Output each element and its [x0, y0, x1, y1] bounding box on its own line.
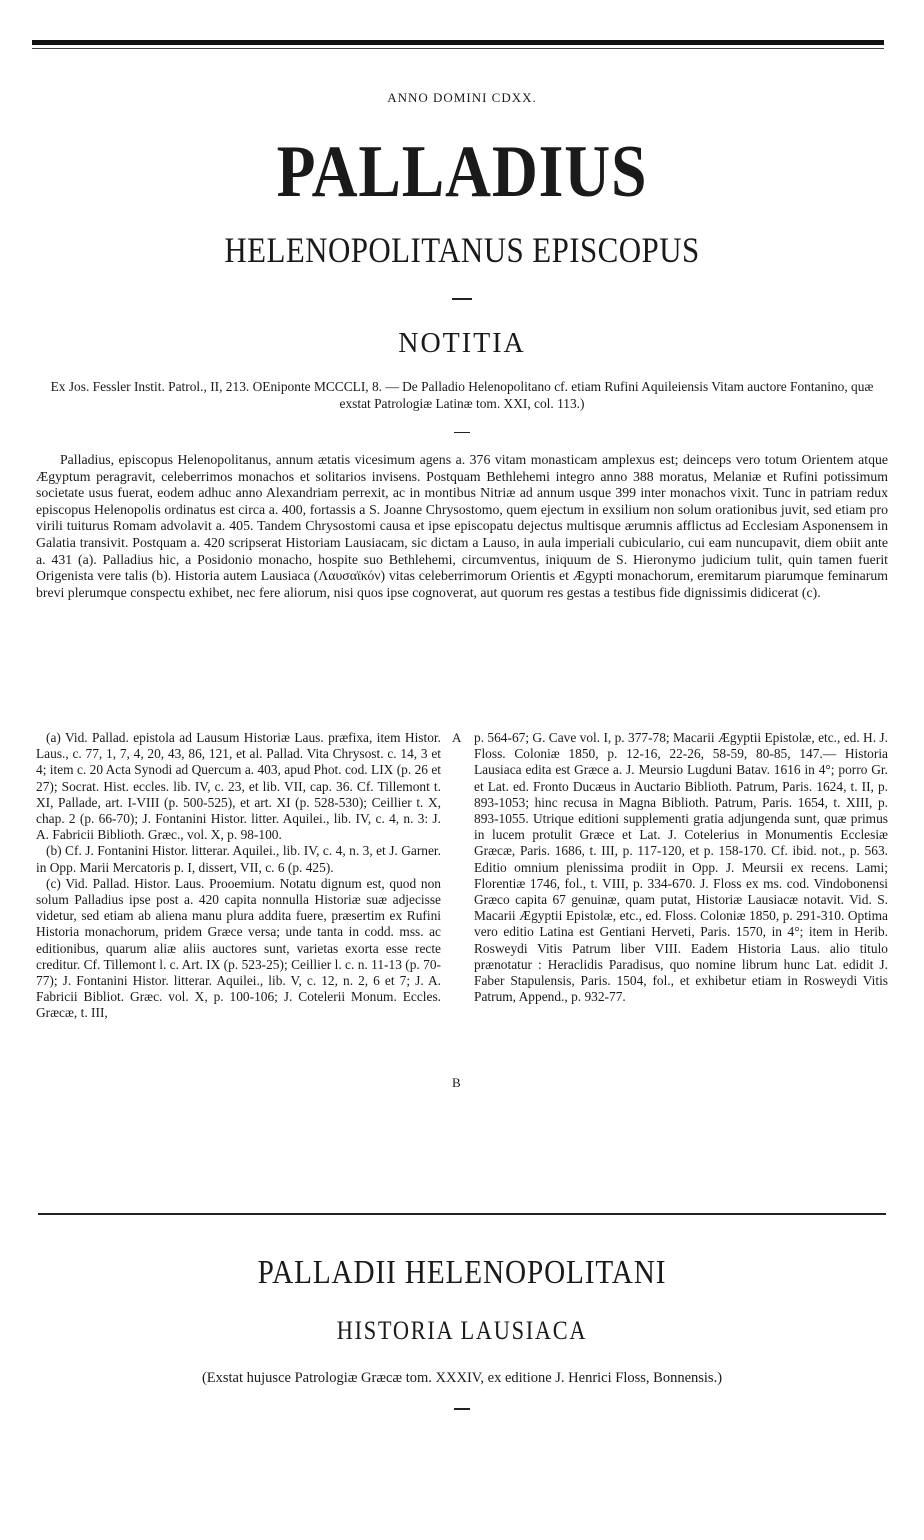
- column-marker-b: B: [452, 1075, 461, 1090]
- section-rule: [38, 1213, 886, 1215]
- footnote-a: (a) Vid. Pallad. epistola ad Lausum Historiæ Laus. præfixa, item Histor. Laus., c. 77, 1, 7, 4, 20, 43, 86, 121, et al. Pallad. Vita Chrysost. c. 14, 3 et 4; item c. 20 Acta Synodi ad Quercum a. 403, apud Phot. cod. LIX (p. 26 et 27); Socrat. Hist. eccles. lib. IV, c. 23, et lib. VII, cap. 36. Cf. Tillemont t. XI, Pallade, art. I-VIII (p. 500-525), et art. XI (p. 528-530); Ceillier t. X, chap. 2 (p. 66-70); J. Fontanini Histor. litter. Aquilei., lib. IV, c. 4, n. 3: J. A. Fabricii Biblioth. Græc., vol. X, p. 98-100.: [36, 730, 441, 843]
- section-heading: NOTITIA: [398, 328, 526, 359]
- top-rule: [32, 40, 884, 45]
- footnote-b: (b) Cf. J. Fontanini Histor. litterar. Aquilei., lib. IV, c. 4, n. 3, et J. Garner. in Opp. Marii Mercatoris p. I, dissert, VII, c. 6 (p. 425).: [36, 843, 441, 875]
- footnotes-left-column: [36, 730, 441, 1022]
- biography-paragraph: Palladius, episcopus Helenopolitanus, annum ætatis vicesimum agens a. 376 vitam monasticam amplexus est; deinceps vero totum Orientem atque Ægyptum peragravit, celeberrimos monachos et solitarios invisens. Postquam Bethlehemi integro anno 388 moratus, Melaniæ et Rufini potissimum societate usus fuerat, eodem adhuc anno Alexandriam perrexit, ac in montibus Nitriæ ad annum usque 399 inter monachos vixit. Tunc in patriam redux episcopus Helenopolis ordinatus est circa a. 400, fortassis a S. Joanne Chrysostomo, quem ejectum in exsilium non solum orationibus juvit, sed etiam pro virili tuiturus Romam advolavit a. 405. Tandem Chrysostomi causa et ipse episcopatu dejectus multisque ærumnis afflictus ad Ecclesiam Asponensem in Galatia transivit. Postquam a. 420 scripserat Historiam Lausiacam, sic dictam a Lauso, in aula imperiali cubiculario, cui eam nuncupavit, diem obiit ante a. 431 (a). Palladius hic, a Posidonio monacho, hospite suo Bethlehemi, circumventus, iniquum de S. Hieronymo judicium tulit, quin tamen fuerit Origenista vere talis (b). Historia autem Lausiaca (Λαυσαϊκόν) vitas celeberrimorum Orientis et Ægypti monachorum, eremitarum piarumque feminarum brevi plerumque conspectu exhibet, nec fere aliorum, nisi quos ipse cognoverat, aut quorum res gestas a testibus fide dignissimis didicerat (c).: [36, 452, 888, 600]
- column-marker-a: A: [452, 730, 462, 745]
- source-note: Ex Jos. Fessler Instit. Patrol., II, 213. OEniponte MCCCLI, 8. — De Palladio Helenopolitano cf. etiam Rufini Aquileiensis Vitam auctore Fontanino, quæ exstat Patrologiæ Latinæ tom. XXI, col. 113.): [50, 379, 874, 411]
- work-subtitle: HISTORIA LAUSIACA: [336, 1316, 588, 1345]
- top-rule-thin: [32, 48, 884, 49]
- footnote-continuation: p. 564-67; G. Cave vol. I, p. 377-78; Macarii Ægyptii Epistolæ, etc., ed. H. J. Floss. Coloniæ 1850, p. 12-16, 22-26, 58-59, 80-85, 147.— Historia Lausiaca edita est Græce a. J. Meursio Lugduni Batav. 1616 in 4°; porro Gr. et Lat. ed. Fronto Ducæus in Auctario Biblioth. Patrum, Paris. 1624, t. II, p. 893-1053; hinc recusa in Magna Biblioth. Patrum, Paris. 1654, t. XIII, p. 893-1055. Utrique editioni supplementi gratia adjungenda sunt, quæ primus in lucem protulit Græce et Lat. J. Cotelerius in Monumentis Ecclesiæ Græcæ, Paris. 1686, t. III, p. 117-120, et p. 158-170. Cf. ibid. not., p. 563. Editio omnium plenissima prodiit in Opp. J. Meursii ex recens. Lami; Florentiæ 1746, fol., t. VIII, p. 334-670. J. Floss ex ms. cod. Vindobonensi Græco capita 67 genuinæ, quam putat, Historiæ Lausiacæ notavit. Vid. S. Macarii Ægyptii Epistolæ, etc., ed. Floss. Coloniæ 1850, p. 291-310. Optima vero editio Latina est Gentiani Herveti, Paris. 1570, in 4°; item in Herib. Rosweydi Vitis Patrum liber VIII. Eadem Historia Laus. alio titulo prænotatur : Heraclidis Paradisus, quo nomine librum hunc Lat. edidit J. Faber Stapulensis, Paris. 1504, fol., et exhibetur etiam in Rosweydi Vitis Patrum, Append., p. 932-77.: [474, 730, 888, 1005]
- separator-dash-small: [454, 432, 470, 433]
- footnotes-right-column: [474, 730, 888, 1005]
- closing-dash: [454, 1408, 470, 1410]
- footnote-c: (c) Vid. Pallad. Histor. Laus. Prooemium. Notatu dignum est, quod non solum Palladius ipse post a. 420 capita nonnulla Historiæ suæ adjecisse videtur, sed etiam ab aliena manu plura addita fuere, præsertim ex Rufini Historia monachorum, pridem Græce versa; unde tanta in codd. mss. ac editionibus, quarum aliæ aliis auctores sunt, varietas exorta esse recte creditur. Cf. Tillemont l. c. Art. IX (p. 523-25); Ceillier l. c. n. 11-13 (p. 70-77); J. Fontanini Histor. litterar. Aquilei., lib. V, c. 12, n. 2, 6 et 7; J. A. Fabricii Bibliot. Græc. vol. X, p. 100-106; J. Cotelerii Monum. Eccles. Græcæ, t. III,: [36, 875, 441, 1021]
- separator-dash: [452, 298, 472, 300]
- page-title: PALLADIUS: [276, 131, 648, 213]
- page-subtitle: HELENOPOLITANUS EPISCOPUS: [224, 230, 700, 270]
- work-source-note: (Exstat hujusce Patrologiæ Græcæ tom. XXXIV, ex editione J. Henrici Floss, Bonnensis.): [201, 1370, 723, 1386]
- work-title: PALLADII HELENOPOLITANI: [257, 1254, 667, 1291]
- anno-header: ANNO DOMINI CDXX.: [387, 90, 537, 105]
